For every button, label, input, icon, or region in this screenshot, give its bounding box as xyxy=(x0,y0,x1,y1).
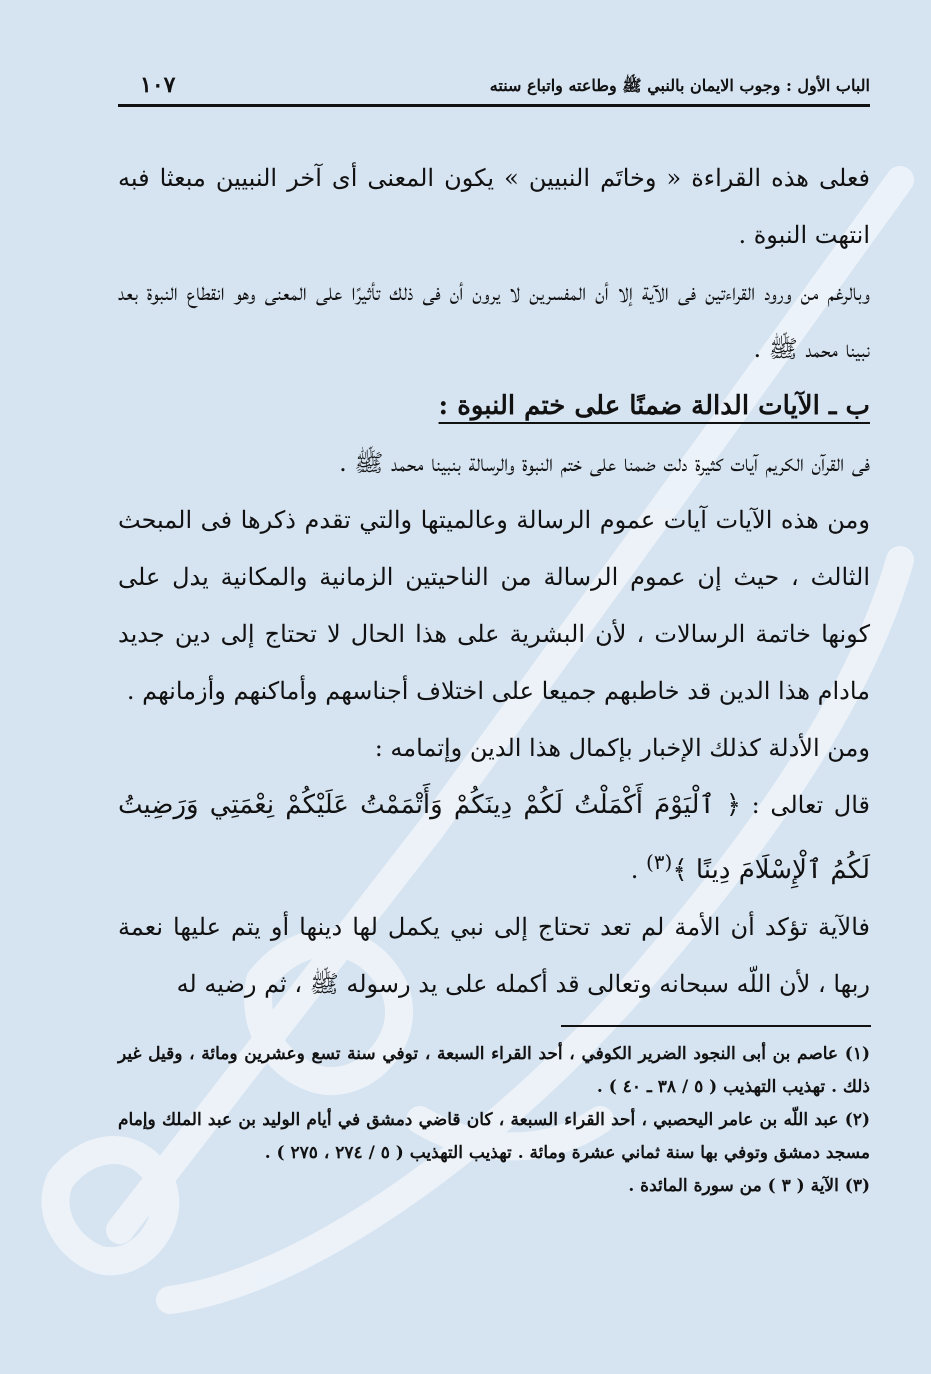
footnotes xyxy=(118,1038,870,1203)
section-heading xyxy=(118,378,870,435)
footnote-divider xyxy=(561,1025,871,1027)
quran-quote xyxy=(118,777,870,899)
paragraph-2: وبالرغم من ورود القراءتين فى الآية إلا أن المفسرين لا يرون أن فى ذلك تأثيرًا على المعنى وهو انقطاع النبوة بعد نبينا محمد ﷺ . xyxy=(118,278,870,363)
footnote-ref-3: (٣) xyxy=(645,850,673,874)
footnote-3: (٣) الآية ( ٣ ) من سورة المائدة . xyxy=(628,1176,870,1196)
paragraph-4: ومن هذه الآيات آيات عموم الرسالة وعالميتها والتي تقدم ذكرها فى المبحث الثالث ، حيث إن عموم الرسالة من الناحيتين الزمانية والمكانية يدل على كونها خاتمة الرسالات ، لأن البشرية على هذا الحال لا تحتاج إلى دين جديد مادام هذا الدين قد خاطبهم جميعا على اختلاف أجناسهم وأماكنهم وأزمانهم . xyxy=(118,506,870,705)
header-title: الباب الأول : وجوب الايمان بالنبي ﷺ وطاعته واتباع سنته xyxy=(489,76,870,95)
paragraph-3: فى القرآن الكريم آيات كثيرة دلت ضمنا على ختم النبوة والرسالة بنبينا محمد ﷺ . xyxy=(339,449,870,477)
footnote-2: (٢) عبد اللّه بن عامر اليحصبي ، أحد القراء السبعة ، كان قاضي دمشق في أيام الوليد بن عبد الملك وإمام مسجد دمشق وتوفي بها سنة ثماني عشرة ومائة . تهذيب التهذيب ( ٥ / ٢٧٤ ، ٢٧٥ ) . xyxy=(118,1110,870,1163)
running-header xyxy=(118,70,870,107)
paragraph-6: فالآية تؤكد أن الأمة لم تعد تحتاج إلى نبي يكمل لها دينها أو يتم عليها نعمة ربها ، لأن اللّه سبحانه وتعالى قد أكمله على يد رسوله ﷺ ، ثم رضيه له xyxy=(118,913,870,998)
paragraph-5: ومن الأدلة كذلك الإخبار بإكمال هذا الدين وإتمامه : xyxy=(374,734,870,762)
quote-verse: ﴿ ٱلْيَوْمَ أَكْمَلْتُ لَكُمْ دِينَكُمْ وَأَتْمَمْتُ عَلَيْكُمْ نِعْمَتِي وَرَضِيتُ لَكُمُ ٱلْإِسْلَامَ دِينًا ﴾ xyxy=(118,790,870,885)
footnote-1: (١) عاصم بن أبى النجود الضرير الكوفي ، أحد القراء السبعة ، توفي سنة تسع وعشرين ومائة ، وقيل غير ذلك . تهذيب التهذيب ( ٥ / ٣٨ ـ ٤٠ ) . xyxy=(118,1044,870,1097)
main-text xyxy=(118,150,870,1013)
paragraph-1: فعلى هذه القراءة « وخاتَم النبيين » يكون المعنى أى آخر النبيين مبعثا فبه انتهت النبوة . xyxy=(118,164,870,249)
quote-end: . xyxy=(630,856,646,884)
page-number: ١٠٧ xyxy=(140,72,176,98)
quote-intro: قال تعالى : xyxy=(751,791,870,819)
section-heading-text: ب ـ الآيات الدالة ضمنًا على ختم النبوة : xyxy=(438,391,870,421)
